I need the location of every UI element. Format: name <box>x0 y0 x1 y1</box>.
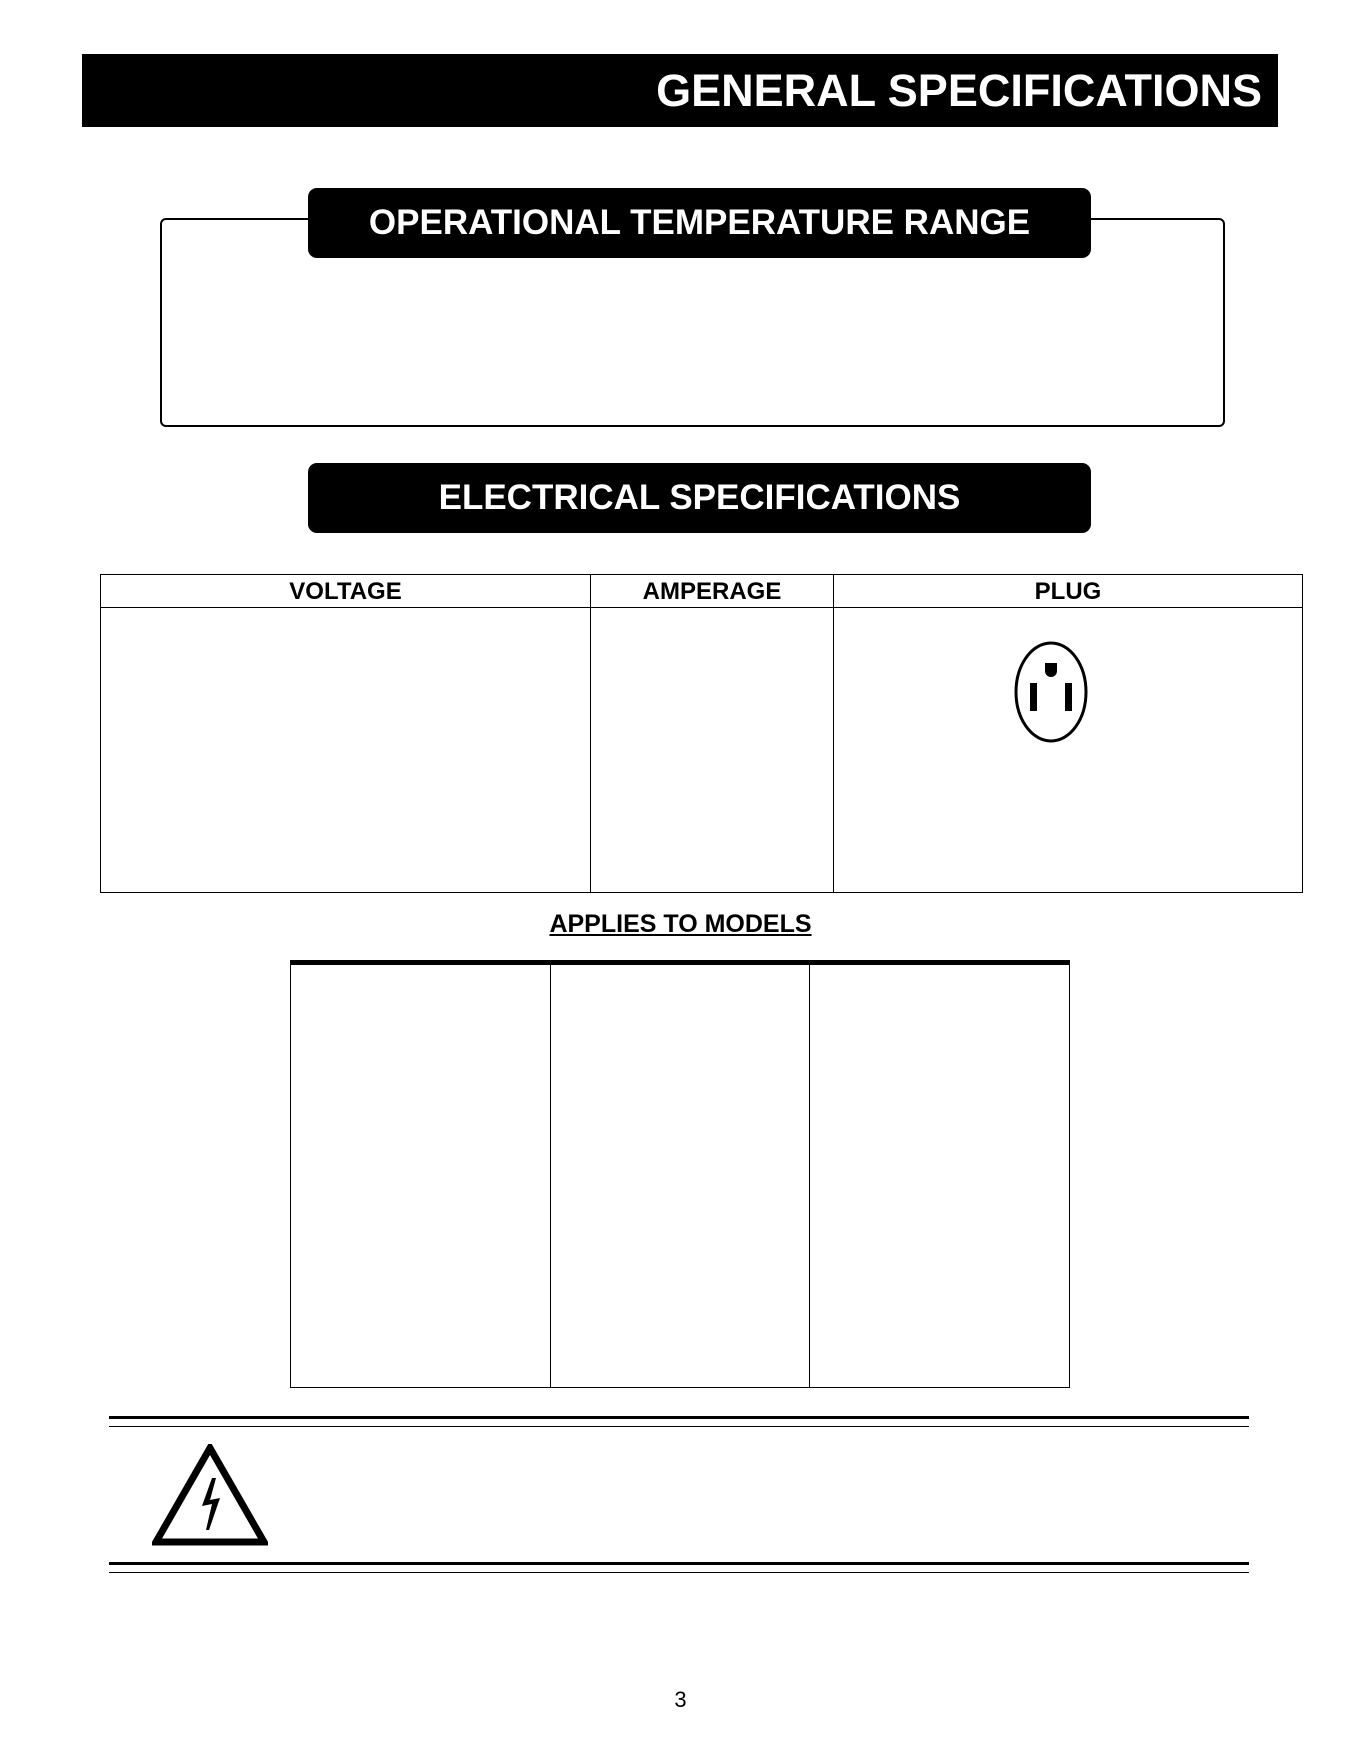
three-prong-outlet-icon <box>1013 639 1089 745</box>
models-column-1 <box>291 963 551 1388</box>
amperage-cell <box>591 608 834 893</box>
models-column-2 <box>550 963 810 1388</box>
divider <box>109 1572 1249 1573</box>
voltage-column-header: VOLTAGE <box>101 575 591 608</box>
page-title: GENERAL SPECIFICATIONS <box>82 54 1278 127</box>
electrical-specifications-table <box>100 574 1303 893</box>
electrical-specifications-heading: ELECTRICAL SPECIFICATIONS <box>308 463 1091 533</box>
amperage-column-header: AMPERAGE <box>591 575 834 608</box>
applies-to-models-heading: APPLIES TO MODELS <box>549 910 812 938</box>
models-column-3 <box>810 963 1070 1388</box>
electrical-hazard-warning-icon <box>152 1444 268 1546</box>
divider <box>109 1416 1249 1419</box>
page-number: 3 <box>674 1687 687 1712</box>
voltage-cell <box>101 608 591 893</box>
table-row <box>101 608 1303 893</box>
divider <box>109 1426 1249 1427</box>
divider <box>109 1562 1249 1565</box>
temperature-range-heading: OPERATIONAL TEMPERATURE RANGE <box>308 188 1091 258</box>
table-row <box>291 963 1070 1388</box>
models-table <box>290 960 1070 1388</box>
plug-column-header: PLUG <box>834 575 1303 608</box>
plug-cell <box>834 608 1303 893</box>
table-header-row <box>101 575 1303 608</box>
